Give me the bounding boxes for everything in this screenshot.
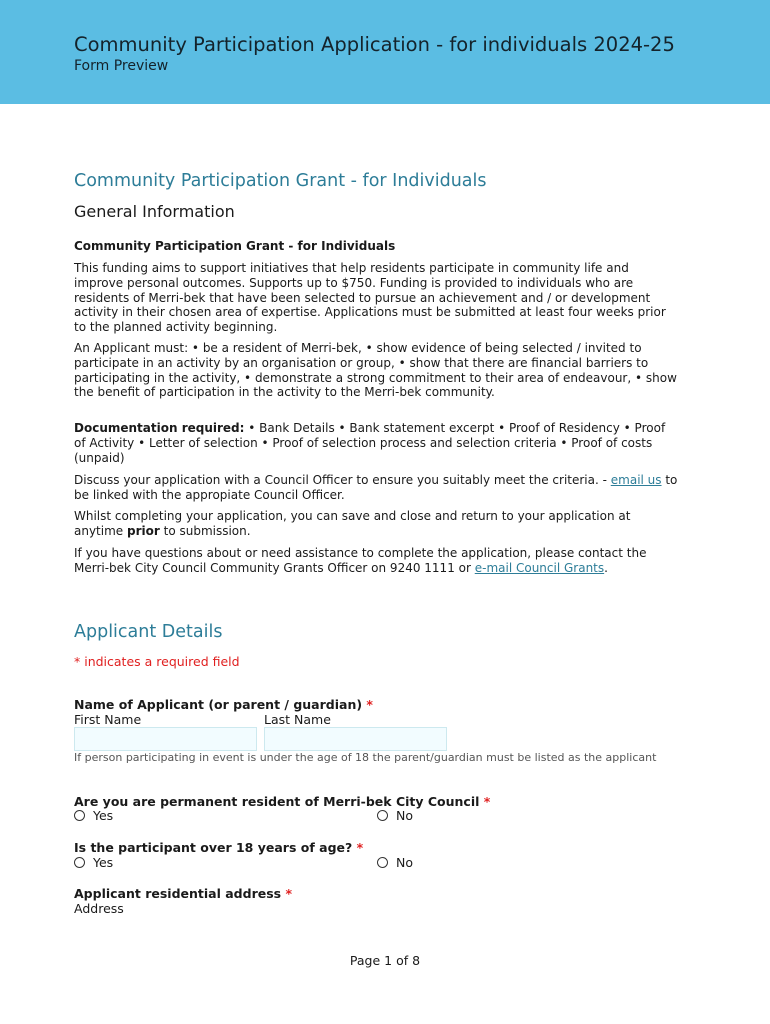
questions-text: If you have questions about or need assistance to complete the application, please contact the Merri-bek City Council Community Grants Officer on 9240 1111 or — [74, 546, 647, 575]
radio-circle-icon — [74, 810, 85, 821]
address-label: Address — [74, 901, 124, 916]
radio-circle-icon — [74, 857, 85, 868]
radio-label-yes: Yes — [93, 855, 114, 870]
questions-tail: . — [604, 560, 608, 575]
name-question-text: Name of Applicant (or parent / guardian) — [74, 697, 367, 712]
last-name-label: Last Name — [264, 712, 331, 727]
radio-label-no: No — [396, 808, 413, 823]
email-us-link[interactable]: email us — [610, 473, 662, 487]
whilst-text: Whilst completing your application, you can save and close and return to your application at anytime — [74, 509, 631, 538]
first-name-label: First Name — [74, 712, 142, 727]
header-banner — [0, 0, 770, 104]
name-helper-note: If person participating in event is under the age of 18 the parent/guardian must be listed as the applicant — [74, 751, 657, 764]
age-question — [74, 840, 363, 855]
documentation-paragraph — [74, 421, 680, 465]
prior-emphasis: prior — [127, 523, 160, 538]
age-no-radio[interactable] — [377, 855, 413, 870]
section-title-applicant-details: Applicant Details — [74, 622, 223, 642]
age-question-text: Is the participant over 18 years of age? — [74, 840, 357, 855]
intro-paragraph: This funding aims to support initiatives that help residents participate in community life and improve personal outcomes. Supports up to $750. Funding is provided to individuals who are residents of Merri-bek that have been selected to pursue an achievement and / or development activity in their chosen area of expertise. Applications must be submitted at least four weeks prior to the planned activity beginning. — [74, 261, 666, 335]
required-asterisk: * — [356, 840, 364, 855]
first-name-input[interactable] — [74, 727, 257, 751]
address-question — [74, 886, 292, 901]
resident-no-radio[interactable] — [377, 808, 413, 823]
general-information-heading: General Information — [74, 202, 235, 221]
required-asterisk: * — [483, 794, 491, 809]
questions-paragraph — [74, 546, 680, 576]
section-title-grant: Community Participation Grant - for Individuals — [74, 171, 487, 191]
age-yes-radio[interactable] — [74, 855, 113, 870]
radio-label-yes: Yes — [93, 808, 114, 823]
resident-question — [74, 794, 490, 809]
documentation-label: Documentation required: — [74, 421, 245, 435]
required-asterisk: * — [285, 886, 292, 901]
name-question — [74, 697, 373, 712]
address-question-text: Applicant residential address — [74, 886, 286, 901]
resident-yes-radio[interactable] — [74, 808, 113, 823]
email-council-grants-link[interactable]: e-mail Council Grants — [474, 560, 605, 575]
radio-label-no: No — [396, 855, 413, 870]
discuss-paragraph — [74, 473, 680, 503]
applicant-must-paragraph: An Applicant must: • be a resident of Merri-bek, • show evidence of being selected / invited to participate in an activity by an organisation or group, • show that there are financial barriers to participating in the activity, • demonstrate a strong commitment to their area of endeavour, • show the benefit of participation in the activity to the Merri-bek community. — [74, 341, 677, 400]
radio-circle-icon — [377, 857, 388, 868]
form-title: Community Participation Application - for individuals 2024-25 — [74, 33, 675, 56]
form-preview-label: Form Preview — [74, 58, 169, 74]
whilst-tail: to submission. — [159, 523, 251, 538]
last-name-input[interactable] — [264, 727, 447, 751]
required-asterisk: * — [366, 697, 373, 712]
radio-circle-icon — [377, 810, 388, 821]
resident-question-text: Are you are permanent resident of Merri-bek City Council — [74, 794, 484, 809]
discuss-tail: to be linked with the appropiate Council Officer. — [74, 473, 678, 502]
page-indicator: Page 1 of 8 — [349, 953, 421, 968]
documentation-list: • Bank Details • Bank statement excerpt • Proof of Residency • Proof of Activity • Letter of selection • Proof of selection process and selection criteria • Proof of costs (unpaid) — [74, 421, 666, 465]
whilst-paragraph — [74, 509, 680, 539]
discuss-text: Discuss your application with a Council Officer to ensure you suitably meet the criteria. - — [74, 473, 611, 487]
required-field-note: * indicates a required field — [74, 654, 240, 669]
grant-bold-heading: Community Participation Grant - for Individuals — [74, 239, 396, 253]
